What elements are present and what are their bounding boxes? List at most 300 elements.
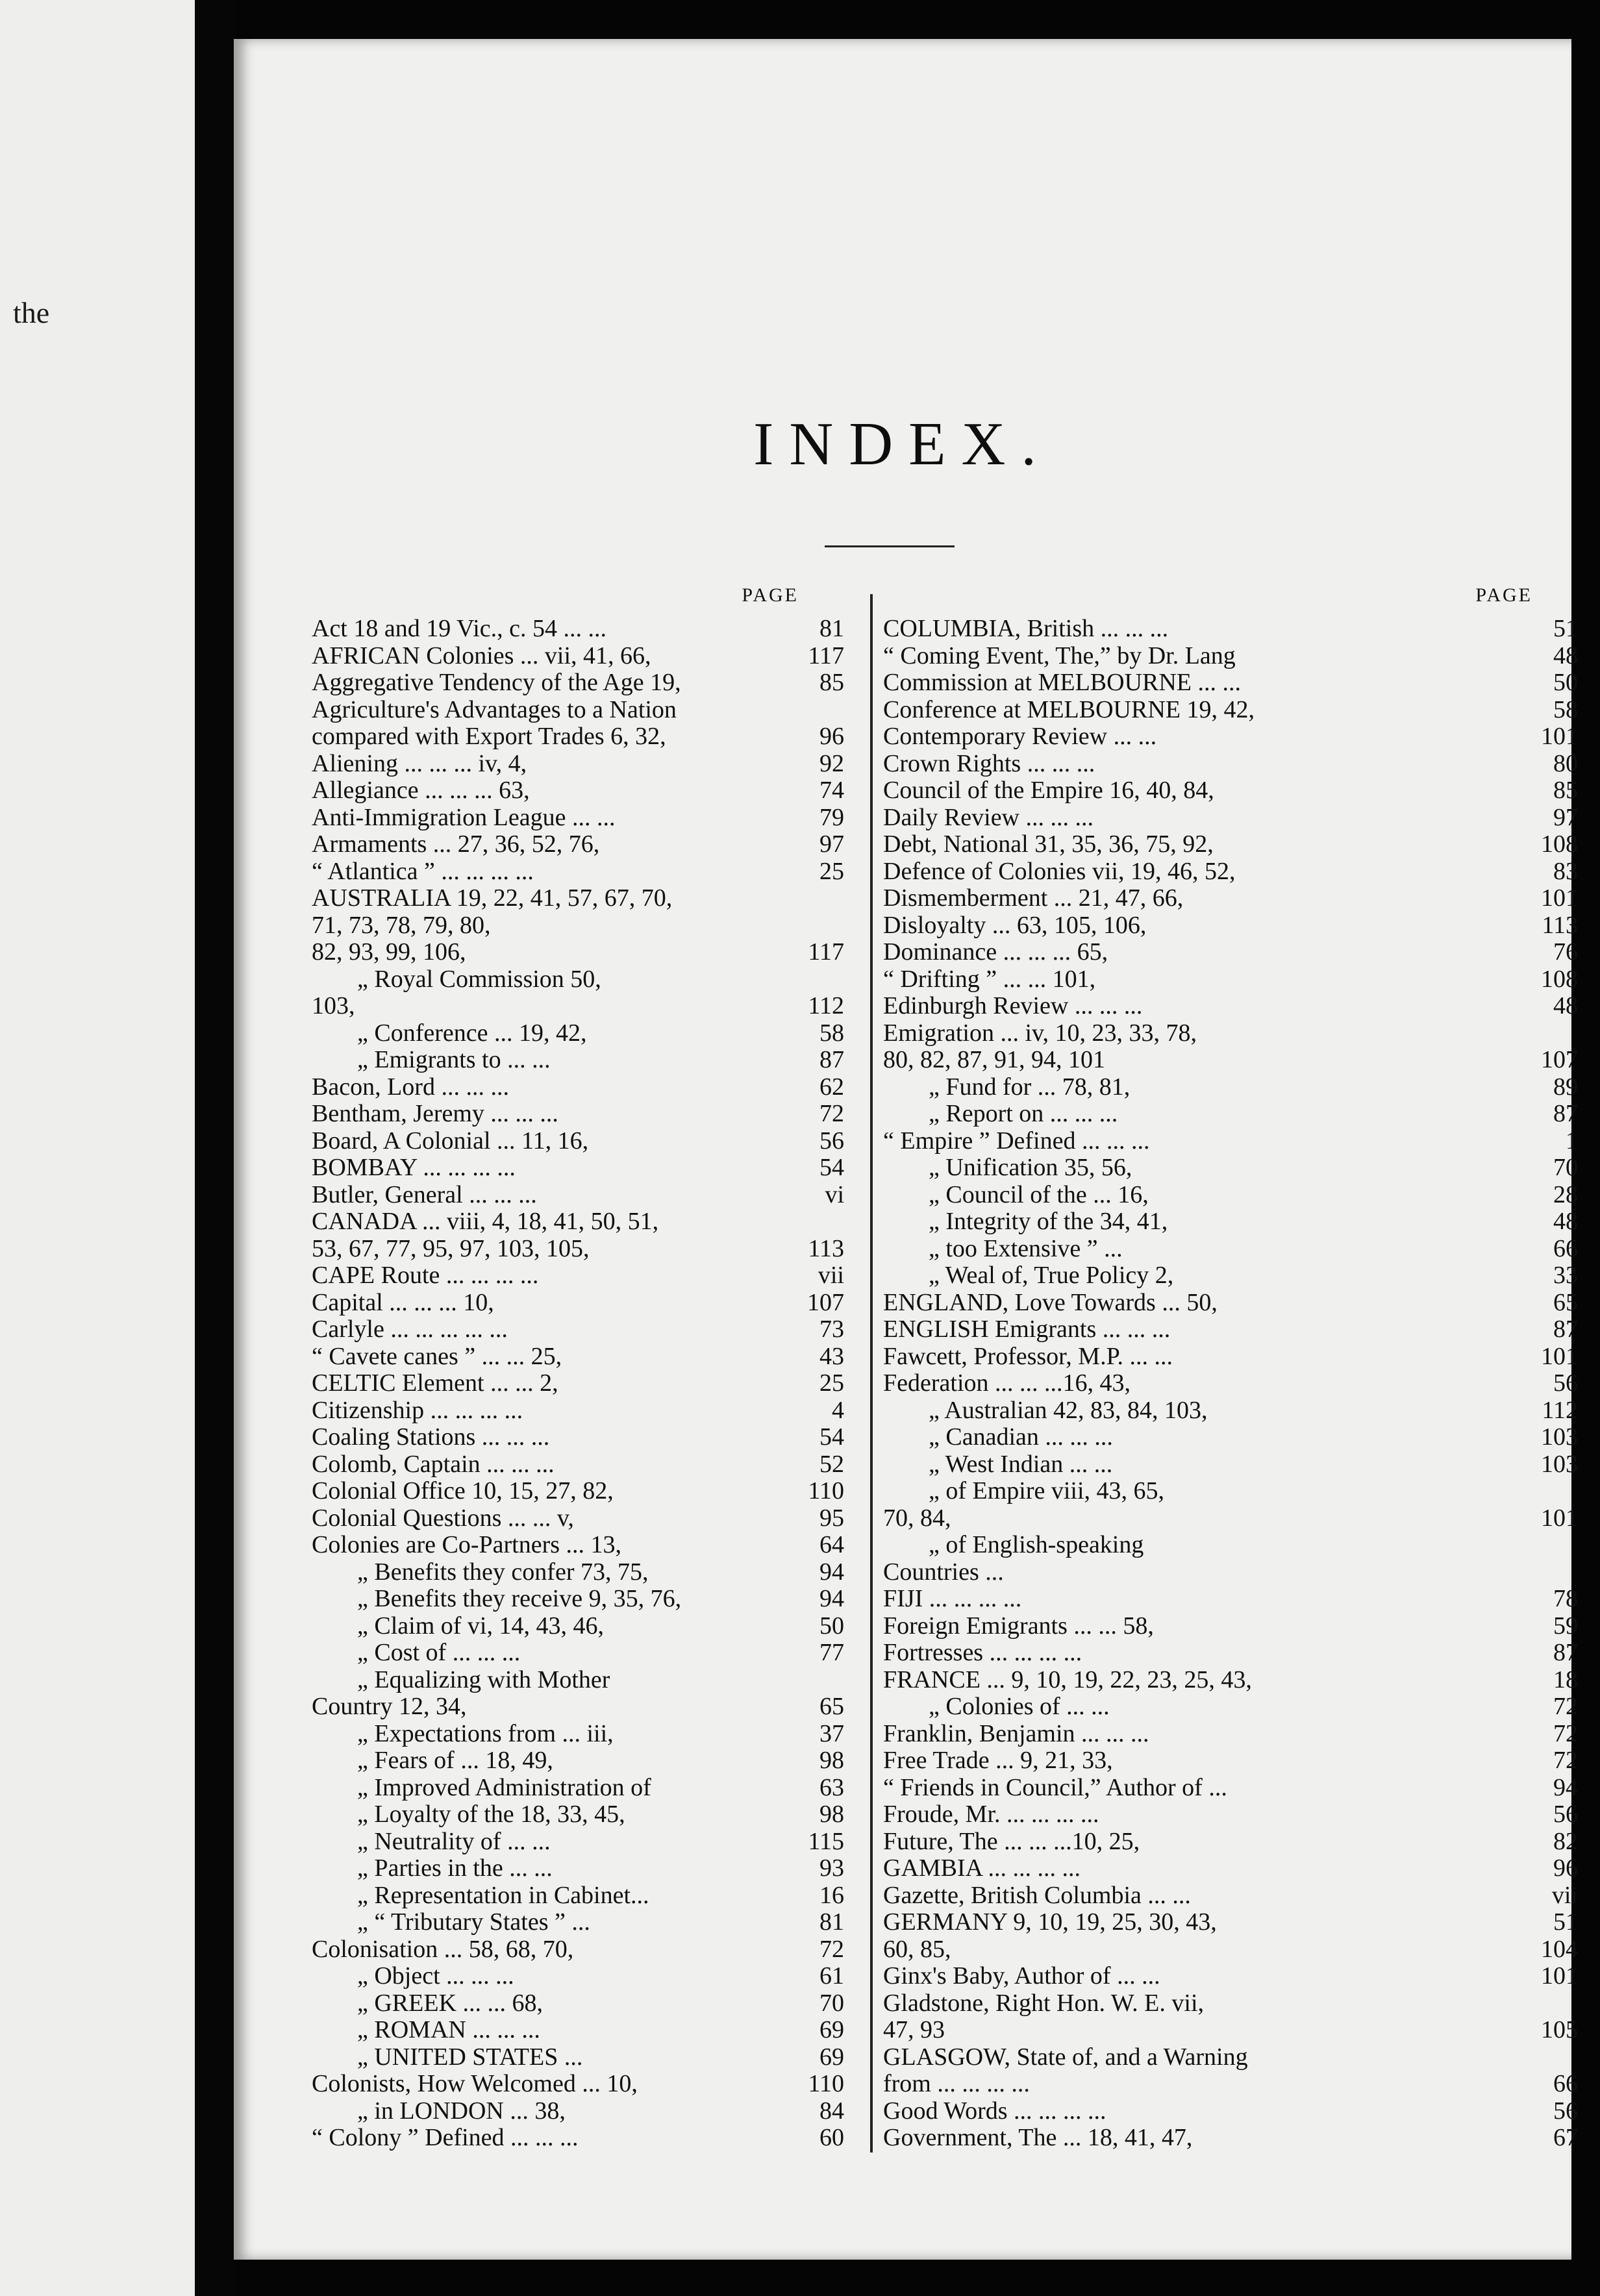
index-entry-text: Capital ... ... ... 10, <box>312 1289 494 1316</box>
index-entry-page: 56 <box>819 1127 844 1154</box>
index-entry-page: 74 <box>819 777 844 804</box>
index-entry <box>883 1828 1578 1856</box>
index-entry-text: Emigration ... iv, 10, 23, 33, 78, <box>883 1019 1197 1047</box>
index-entry-page: 89 <box>1553 1073 1578 1101</box>
index-entry-page: 56 <box>1553 2097 1578 2125</box>
index-entry <box>883 1559 1578 1586</box>
index-entry <box>883 1290 1578 1317</box>
index-entry-page: 78 <box>1553 1585 1578 1612</box>
index-entry-text: Colonists, How Welcomed ... 10, <box>312 2071 638 2097</box>
index-entry-page: 112 <box>808 992 844 1019</box>
index-entry-page: 66 <box>1553 2070 1578 2097</box>
index-entry-page: 95 <box>819 1504 844 1532</box>
index-entry-page: 80 <box>1553 749 1578 777</box>
index-entry-page: 58 <box>819 1019 844 1047</box>
index-entry <box>312 831 844 858</box>
index-entry-text: „ Improved Administration of <box>357 1774 651 1801</box>
index-entry-text: GLASGOW, State of, and a Warning <box>883 2043 1248 2071</box>
index-entry-text: „ too Extensive ” ... <box>929 1235 1123 1262</box>
index-entry <box>312 1855 844 1882</box>
index-entry <box>312 1478 844 1505</box>
index-entry-text: Government, The ... 18, 41, 47, <box>883 2125 1193 2151</box>
index-entry-text: Colonial Questions ... ... v, <box>312 1504 574 1532</box>
index-entry <box>312 1397 844 1425</box>
index-entry-page: 70 <box>819 1989 844 2017</box>
index-entry <box>312 1667 844 1694</box>
index-entry-text: compared with Export Trades 6, 32, <box>312 723 666 750</box>
index-entry-text: “ Colony ” Defined ... ... ... <box>312 2125 579 2151</box>
index-entry-text: Conference at MELBOURNE 19, 42, <box>883 696 1255 723</box>
index-entry-text: BOMBAY ... ... ... ... <box>312 1154 516 1181</box>
index-entry-page: 18 <box>1553 1666 1578 1693</box>
index-column-right <box>883 584 1578 2152</box>
left-page-edge <box>0 0 195 2296</box>
index-entry-page: 59 <box>1553 1612 1578 1640</box>
index-entry <box>883 1775 1578 1802</box>
index-entry <box>312 1262 844 1290</box>
index-entry <box>883 2125 1578 2152</box>
index-entry <box>883 1101 1578 1128</box>
index-entry-page: 110 <box>808 1477 844 1504</box>
index-entry-page: 87 <box>1553 1639 1578 1666</box>
index-entry <box>883 993 1578 1020</box>
index-entry-list <box>883 616 1578 2152</box>
index-entry-text: Good Words ... ... ... ... <box>883 2097 1106 2125</box>
index-entry-page: 52 <box>819 1450 844 1478</box>
index-entry-text: „ ROMAN ... ... ... <box>357 2017 540 2043</box>
index-entry-page: 107 <box>1541 1046 1578 1073</box>
index-entry-text: „ Benefits they confer 73, 75, <box>357 1558 649 1586</box>
index-entry-text: Aliening ... ... ... iv, 4, <box>312 750 527 777</box>
index-entry <box>883 1721 1578 1748</box>
index-entry <box>883 805 1578 832</box>
index-entry-page: vii <box>818 1262 844 1289</box>
index-entry-page: 51 <box>1553 615 1578 642</box>
index-entry <box>883 1047 1578 1074</box>
index-entry-page: 76 <box>1553 938 1578 966</box>
index-entry-page: 87 <box>1553 1100 1578 1127</box>
index-entry <box>883 1236 1578 1263</box>
index-entry-text: „ Integrity of the 34, 41, <box>929 1208 1168 1235</box>
index-entry-page: 94 <box>1553 1773 1578 1801</box>
index-entry <box>883 1343 1578 1371</box>
index-entry-text: „ in LONDON ... 38, <box>357 2097 566 2125</box>
index-entry-text: “ Drifting ” ... ... 101, <box>883 966 1096 993</box>
index-entry-page: 85 <box>819 669 844 696</box>
index-entry <box>312 1020 844 1047</box>
index-entry <box>312 1613 844 1640</box>
index-entry-text: Fortresses ... ... ... ... <box>883 1640 1082 1666</box>
index-entry <box>883 1505 1578 1532</box>
index-entry <box>883 1693 1578 1721</box>
index-entry <box>883 1963 1578 1990</box>
index-entry <box>883 1855 1578 1882</box>
index-entry <box>883 1909 1578 1936</box>
index-entry <box>312 777 844 805</box>
index-entry <box>883 643 1578 670</box>
index-entry-text: 103, <box>312 993 355 1019</box>
index-entry-text: AFRICAN Colonies ... vii, 41, 66, <box>312 642 651 669</box>
index-entry-text: Free Trade ... 9, 21, 33, <box>883 1747 1113 1774</box>
index-entry-page: 83 <box>1553 857 1578 885</box>
index-entry-page: 103 <box>1541 1423 1578 1451</box>
index-entry <box>312 1532 844 1559</box>
index-entry <box>312 751 844 778</box>
index-entry-page: 48 <box>1553 642 1578 669</box>
index-entry-text: 47, 93 <box>883 2017 945 2043</box>
index-entry-text: Allegiance ... ... ... 63, <box>312 777 530 804</box>
index-entry-text: Butler, General ... ... ... <box>312 1181 537 1208</box>
index-entry <box>883 831 1578 858</box>
index-entry <box>883 1640 1578 1667</box>
index-entry-text: Debt, National 31, 35, 36, 75, 92, <box>883 831 1214 858</box>
page-title: INDEX. <box>753 410 1052 478</box>
index-entry-text: “ Empire ” Defined ... ... ... <box>883 1127 1150 1154</box>
index-entry-page: 85 <box>1553 777 1578 804</box>
index-entry-page: 63 <box>819 1773 844 1801</box>
index-entry-page: 4 <box>832 1396 844 1424</box>
index-entry-text: “ Friends in Council,” Author of ... <box>883 1774 1227 1801</box>
index-entry-page: 101 <box>1541 1962 1578 1990</box>
index-entry-page: 66 <box>1553 1234 1578 1262</box>
index-entry <box>312 1909 844 1936</box>
index-entry-text: „ UNITED STATES ... <box>357 2043 583 2071</box>
index-entry-page: 113 <box>1542 911 1578 939</box>
index-entry-text: Colonisation ... 58, 68, 70, <box>312 1936 574 1963</box>
index-entry-text: Act 18 and 19 Vic., c. 54 ... ... <box>312 616 606 642</box>
index-entry-page: 84 <box>819 2097 844 2125</box>
index-entry-page: 62 <box>819 1073 844 1101</box>
index-entry-text: „ Unification 35, 56, <box>929 1154 1132 1181</box>
index-entry-page: 64 <box>819 1531 844 1558</box>
index-entry-text: Commission at MELBOURNE ... ... <box>883 669 1242 696</box>
index-entry <box>883 1208 1578 1236</box>
index-entry <box>883 1882 1578 1910</box>
index-entry-text: Defence of Colonies vii, 19, 46, 52, <box>883 858 1236 885</box>
index-entry-text: Colonies are Co-Partners ... 13, <box>312 1532 622 1558</box>
index-entry-text: „ of English-speaking <box>929 1532 1144 1558</box>
index-entry-page: 104 <box>1541 1935 1578 1963</box>
index-entry <box>312 2044 844 2071</box>
index-entry-text: Fawcett, Professor, M.P. ... ... <box>883 1343 1173 1370</box>
index-entry <box>312 1559 844 1586</box>
index-entry <box>312 1236 844 1263</box>
index-entry <box>312 1290 844 1317</box>
index-entry <box>312 1047 844 1074</box>
index-entry-text: „ of Empire viii, 43, 65, <box>929 1478 1165 1504</box>
index-entry-list <box>312 616 844 2152</box>
index-entry-text: „ Loyalty of the 18, 33, 45, <box>357 1801 625 1828</box>
index-entry-page: 107 <box>807 1288 844 1316</box>
index-entry-page: 25 <box>819 1369 844 1397</box>
index-entry-page: 37 <box>819 1719 844 1747</box>
index-entry-text: „ Royal Commission 50, <box>357 966 601 993</box>
index-entry-text: CAPE Route ... ... ... ... <box>312 1262 539 1289</box>
index-entry-page: 96 <box>819 723 844 750</box>
index-entry-text: GAMBIA ... ... ... ... <box>883 1855 1081 1882</box>
index-entry <box>883 723 1578 751</box>
index-entry-page: 79 <box>819 803 844 831</box>
index-entry <box>312 1775 844 1802</box>
index-entry <box>312 2125 844 2152</box>
index-entry <box>312 1343 844 1371</box>
index-entry <box>312 939 844 966</box>
index-entry-text: Daily Review ... ... ... <box>883 804 1094 831</box>
index-entry-page: 72 <box>819 1100 844 1127</box>
index-entry-text: Gazette, British Columbia ... ... <box>883 1882 1191 1909</box>
index-entry-text: Franklin, Benjamin ... ... ... <box>883 1720 1149 1747</box>
title-rule <box>825 545 955 547</box>
index-entry <box>883 777 1578 805</box>
index-entry <box>883 1316 1578 1343</box>
index-entry-page: 115 <box>808 1827 844 1855</box>
index-entry <box>312 1721 844 1748</box>
index-entry-text: Gladstone, Right Hon. W. E. vii, <box>883 1990 1204 2017</box>
index-entry-text: „ West Indian ... ... <box>929 1451 1113 1478</box>
index-entry-text: CANADA ... viii, 4, 18, 41, 50, 51, <box>312 1208 659 1235</box>
index-entry-text: „ Object ... ... ... <box>357 1963 514 1990</box>
index-entry-text: Aggregative Tendency of the Age 19, <box>312 669 681 696</box>
index-entry-page: 98 <box>819 1747 844 1774</box>
index-entry <box>883 1020 1578 1047</box>
index-entry-page: 65 <box>1553 1288 1578 1316</box>
index-entry-text: „ Report on ... ... ... <box>929 1101 1118 1127</box>
index-entry <box>312 643 844 670</box>
index-entry-text: „ Equalizing with Mother <box>357 1666 610 1693</box>
index-entry <box>883 1936 1578 1964</box>
index-entry-page: 70 <box>1553 1154 1578 1181</box>
index-entry <box>312 1370 844 1397</box>
index-page <box>234 39 1578 2260</box>
index-entry <box>883 939 1578 966</box>
index-entry <box>312 993 844 1020</box>
index-entry <box>312 1074 844 1101</box>
index-entry-page: 72 <box>1553 1747 1578 1774</box>
index-entry <box>312 723 844 751</box>
index-entry-text: Colomb, Captain ... ... ... <box>312 1451 555 1478</box>
index-entry-text: 60, 85, <box>883 1936 951 1963</box>
index-entry-page: 97 <box>819 830 844 858</box>
index-entry <box>883 1667 1578 1694</box>
index-entry-page: 98 <box>819 1801 844 1828</box>
index-entry-text: „ Conference ... 19, 42, <box>357 1019 587 1047</box>
index-entry-text: Coaling Stations ... ... ... <box>312 1424 550 1451</box>
index-entry-text: „ “ Tributary States ” ... <box>357 1909 590 1936</box>
index-entry-text: Country 12, 34, <box>312 1693 467 1720</box>
index-entry-page: 56 <box>1553 1801 1578 1828</box>
index-entry-page: 105 <box>1541 2016 1578 2043</box>
index-entry <box>312 966 844 993</box>
index-entry-text: „ Neutrality of ... ... <box>357 1828 551 1855</box>
index-entry <box>312 1101 844 1128</box>
index-entry-page: 92 <box>819 749 844 777</box>
index-entry <box>883 2017 1578 2044</box>
index-entry-text: from ... ... ... ... <box>883 2071 1030 2097</box>
index-entry <box>312 2071 844 2098</box>
index-entry-text: Dominance ... ... ... 65, <box>883 939 1108 966</box>
index-entry <box>312 616 844 643</box>
index-entry-page: 108 <box>1541 830 1578 858</box>
index-entry-text: FRANCE ... 9, 10, 19, 22, 23, 25, 43, <box>883 1666 1252 1693</box>
index-entry <box>312 1801 844 1828</box>
index-entry-text: Carlyle ... ... ... ... ... <box>312 1316 508 1343</box>
index-entry-page: 50 <box>819 1612 844 1640</box>
index-entry-text: 71, 73, 78, 79, 80, <box>312 912 491 939</box>
index-entry <box>883 2098 1578 2125</box>
index-entry-text: Citizenship ... ... ... ... <box>312 1397 523 1424</box>
index-entry-page: 112 <box>1542 1396 1578 1424</box>
index-entry-text: Federation ... ... ...16, 43, <box>883 1370 1131 1397</box>
index-entry <box>883 1262 1578 1290</box>
index-entry-page: 117 <box>808 642 844 669</box>
index-entry-page: 72 <box>1553 1719 1578 1747</box>
index-entry <box>312 1828 844 1856</box>
index-entry <box>883 1074 1578 1101</box>
index-entry-page: 16 <box>819 1881 844 1909</box>
index-entry <box>312 2098 844 2125</box>
index-entry <box>883 1990 1578 2017</box>
index-entry <box>883 966 1578 993</box>
index-entry <box>883 1532 1578 1559</box>
index-entry-page: 96 <box>1553 1854 1578 1882</box>
index-entry-page: 65 <box>819 1693 844 1720</box>
index-entry <box>883 858 1578 886</box>
index-entry-page: 77 <box>819 1639 844 1666</box>
index-entry <box>883 1370 1578 1397</box>
index-entry <box>883 912 1578 940</box>
index-entry-text: Countries ... <box>883 1558 1004 1586</box>
index-entry-page: 97 <box>1553 803 1578 831</box>
index-entry <box>312 1182 844 1209</box>
index-entry <box>312 858 844 886</box>
index-entry-page: 48 <box>1553 992 1578 1019</box>
index-entry-text: „ Fears of ... 18, 49, <box>357 1747 553 1774</box>
index-entry-page: 101 <box>1541 884 1578 912</box>
index-entry-text: „ Expectations from ... iii, <box>357 1720 614 1747</box>
index-entry-page: 54 <box>819 1154 844 1181</box>
index-entry-text: „ Fund for ... 78, 81, <box>929 1073 1131 1101</box>
index-entry-text: „ Claim of vi, 14, 43, 46, <box>357 1612 604 1640</box>
index-entry <box>312 1505 844 1532</box>
index-entry <box>883 2044 1578 2071</box>
index-entry-text: ENGLAND, Love Towards ... 50, <box>883 1289 1218 1316</box>
index-entry-page: 50 <box>1553 669 1578 696</box>
index-entry-text: Agriculture's Advantages to a Nation <box>312 696 677 723</box>
index-entry <box>312 1990 844 2017</box>
index-entry-page: 94 <box>819 1585 844 1612</box>
index-entry-text: Armaments ... 27, 36, 52, 76, <box>312 831 600 858</box>
index-entry-page: 60 <box>819 2124 844 2151</box>
index-entry-text: „ Colonies of ... ... <box>929 1693 1110 1720</box>
index-column-left <box>312 584 844 2152</box>
index-entry <box>312 885 844 912</box>
index-entry-text: 80, 82, 87, 91, 94, 101 <box>883 1047 1105 1073</box>
index-entry-page: 73 <box>819 1316 844 1343</box>
index-entry-text: Ginx's Baby, Author of ... ... <box>883 1963 1160 1990</box>
index-entry <box>312 805 844 832</box>
index-entry <box>312 669 844 697</box>
index-entry-page: vi <box>825 1180 844 1208</box>
page-column-header: PAGE <box>742 584 799 606</box>
index-entry-text: „ GREEK ... ... 68, <box>357 1990 544 2017</box>
index-entry <box>312 1882 844 1910</box>
index-entry-text: CELTIC Element ... ... 2, <box>312 1370 558 1397</box>
index-entry-page: 51 <box>1553 1908 1578 1936</box>
index-entry-text: Edinburgh Review ... ... ... <box>883 993 1143 1019</box>
index-entry <box>312 697 844 724</box>
index-entry-page: 72 <box>1553 1693 1578 1720</box>
index-entry <box>883 1801 1578 1828</box>
index-entry-page: 69 <box>819 2043 844 2071</box>
index-entry-page: 94 <box>819 1558 844 1586</box>
index-entry-text: ENGLISH Emigrants ... ... ... <box>883 1316 1171 1343</box>
index-entry <box>312 1451 844 1479</box>
index-entry <box>883 669 1578 697</box>
index-entry-text: 70, 84, <box>883 1504 951 1532</box>
index-entry-text: Crown Rights ... ... ... <box>883 750 1095 777</box>
index-entry-text: Bacon, Lord ... ... ... <box>312 1073 509 1101</box>
index-entry <box>883 697 1578 724</box>
index-entry-page: 81 <box>819 1908 844 1936</box>
index-entry-text: “ Atlantica ” ... ... ... ... <box>312 858 534 885</box>
index-entry-page: 87 <box>1553 1316 1578 1343</box>
index-entry <box>883 751 1578 778</box>
index-entry-text: 82, 93, 99, 106, <box>312 939 466 966</box>
index-entry-page: 28 <box>1553 1180 1578 1208</box>
index-entry-page: 33 <box>1553 1262 1578 1289</box>
index-entry-page: 101 <box>1541 1504 1578 1532</box>
index-entry-page: 1 <box>1566 1127 1578 1154</box>
index-entry-page: 56 <box>1553 1369 1578 1397</box>
index-entry-page: 43 <box>819 1342 844 1370</box>
index-entry <box>883 1613 1578 1640</box>
index-entry <box>312 1424 844 1451</box>
index-entry <box>312 1316 844 1343</box>
index-entry-text: Future, The ... ... ...10, 25, <box>883 1828 1140 1855</box>
index-entry <box>312 1693 844 1721</box>
index-entry <box>312 1128 844 1155</box>
index-entry <box>312 1747 844 1775</box>
index-entry-page: 108 <box>1541 965 1578 993</box>
index-entry-text: Board, A Colonial ... 11, 16, <box>312 1127 589 1154</box>
index-entry <box>883 1154 1578 1182</box>
index-entry <box>883 1397 1578 1425</box>
index-entry <box>312 1963 844 1990</box>
index-entry-page: 72 <box>819 1935 844 1963</box>
index-entry-page: 110 <box>808 2070 844 2097</box>
index-entry <box>883 1478 1578 1505</box>
index-entry-text: „ Parties in the ... ... <box>357 1855 553 1882</box>
index-entry-page: 117 <box>808 938 844 966</box>
index-entry <box>883 1586 1578 1613</box>
index-entry-page: 67 <box>1553 2124 1578 2151</box>
index-entry-text: GERMANY 9, 10, 19, 25, 30, 43, <box>883 1909 1217 1936</box>
index-entry-page: 103 <box>1541 1450 1578 1478</box>
index-entry-text: Foreign Emigrants ... ... 58, <box>883 1612 1154 1640</box>
index-entry-page: 54 <box>819 1423 844 1451</box>
index-entry-text: Froude, Mr. ... ... ... ... <box>883 1801 1099 1828</box>
index-entry-page: 81 <box>819 615 844 642</box>
index-entry-page: 48 <box>1553 1208 1578 1235</box>
index-entry <box>883 885 1578 912</box>
index-entry-page: 93 <box>819 1854 844 1882</box>
index-entry-text: COLUMBIA, British ... ... ... <box>883 616 1169 642</box>
index-entry <box>312 912 844 940</box>
index-entry-page: 25 <box>819 857 844 885</box>
index-entry <box>883 2071 1578 2098</box>
index-entry-page: vii <box>1551 1881 1578 1909</box>
index-entry <box>883 1451 1578 1479</box>
